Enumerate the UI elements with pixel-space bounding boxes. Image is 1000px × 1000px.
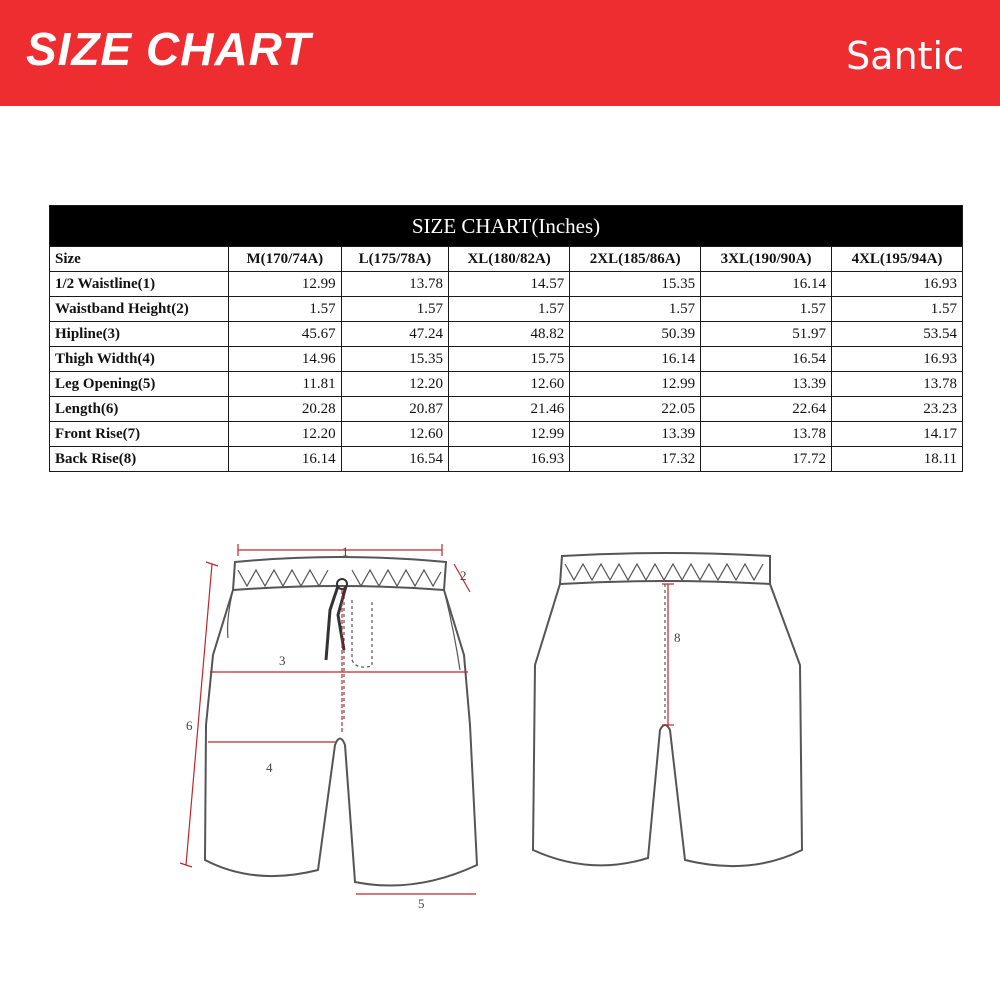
measurement-label: Back Rise(8)	[50, 447, 229, 472]
measurement-value: 13.78	[341, 272, 448, 297]
measurement-value: 12.99	[229, 272, 342, 297]
measurement-value: 12.60	[341, 422, 448, 447]
table-row	[50, 347, 963, 372]
measure-label-6: 6	[186, 718, 193, 733]
table-row	[50, 297, 963, 322]
measurement-value: 13.78	[832, 372, 963, 397]
measurement-value: 12.99	[449, 422, 570, 447]
table-caption-row	[50, 206, 963, 247]
measurement-value: 11.81	[229, 372, 342, 397]
size-column-header: M(170/74A)	[229, 247, 342, 272]
measurement-value: 18.11	[832, 447, 963, 472]
table-row	[50, 422, 963, 447]
measurement-value: 15.35	[341, 347, 448, 372]
measurement-label: Front Rise(7)	[50, 422, 229, 447]
measurement-value: 16.54	[701, 347, 832, 372]
size-header-label: Size	[50, 247, 229, 272]
brand-logo-text: Santic	[846, 34, 964, 78]
measurement-value: 1.57	[701, 297, 832, 322]
measurement-value: 13.78	[701, 422, 832, 447]
measurement-value: 47.24	[341, 322, 448, 347]
measurement-value: 16.14	[701, 272, 832, 297]
measurement-value: 15.75	[449, 347, 570, 372]
measurement-value: 15.35	[570, 272, 701, 297]
measurement-label: Hipline(3)	[50, 322, 229, 347]
back-measurements	[662, 584, 674, 725]
measurement-value: 1.57	[570, 297, 701, 322]
measurement-value: 16.14	[570, 347, 701, 372]
measurement-value: 20.28	[229, 397, 342, 422]
measurement-value: 50.39	[570, 322, 701, 347]
measure-label-1: 1	[342, 544, 349, 559]
measurement-label: Waistband Height(2)	[50, 297, 229, 322]
size-column-header: XL(180/82A)	[449, 247, 570, 272]
measurement-value: 12.20	[341, 372, 448, 397]
measurement-value: 13.39	[701, 372, 832, 397]
measurement-value: 48.82	[449, 322, 570, 347]
table-row	[50, 322, 963, 347]
table-row	[50, 397, 963, 422]
measurement-value: 14.96	[229, 347, 342, 372]
banner-title: SIZE CHART	[26, 23, 312, 75]
table-caption: SIZE CHART(Inches)	[50, 206, 963, 247]
measurement-value: 23.23	[832, 397, 963, 422]
measurement-value: 12.60	[449, 372, 570, 397]
drawstring	[326, 586, 346, 660]
measurement-value: 16.14	[229, 447, 342, 472]
measure-label-3: 3	[279, 653, 286, 668]
measurement-label: 1/2 Waistline(1)	[50, 272, 229, 297]
measure-label-5: 5	[418, 896, 425, 911]
measurement-value: 16.93	[449, 447, 570, 472]
table-row	[50, 447, 963, 472]
front-shorts-drawing	[205, 557, 477, 886]
front-measurements	[180, 544, 476, 894]
table-row	[50, 372, 963, 397]
measurement-value: 14.17	[832, 422, 963, 447]
measurement-label: Leg Opening(5)	[50, 372, 229, 397]
measurement-value: 1.57	[449, 297, 570, 322]
measurement-value: 12.99	[570, 372, 701, 397]
measurement-value: 14.57	[449, 272, 570, 297]
measurement-value: 1.57	[832, 297, 963, 322]
measurement-value: 53.54	[832, 322, 963, 347]
table-row	[50, 272, 963, 297]
size-chart-table	[49, 205, 963, 472]
size-column-header: L(175/78A)	[341, 247, 448, 272]
measurement-value: 20.87	[341, 397, 448, 422]
measurement-value: 13.39	[570, 422, 701, 447]
size-column-header: 3XL(190/90A)	[701, 247, 832, 272]
measurement-value: 21.46	[449, 397, 570, 422]
header-banner	[0, 0, 1000, 106]
measurement-value: 16.54	[341, 447, 448, 472]
size-column-header: 2XL(185/86A)	[570, 247, 701, 272]
measurement-value: 16.93	[832, 272, 963, 297]
measurement-value: 16.93	[832, 347, 963, 372]
measure-label-2: 2	[460, 568, 467, 583]
measurement-label: Length(6)	[50, 397, 229, 422]
measurement-value: 17.72	[701, 447, 832, 472]
table-header-row	[50, 247, 963, 272]
shorts-diagram	[0, 520, 1000, 920]
measurement-value: 22.05	[570, 397, 701, 422]
measure-label-8: 8	[674, 630, 681, 645]
measurement-label: Thigh Width(4)	[50, 347, 229, 372]
size-column-header: 4XL(195/94A)	[832, 247, 963, 272]
measurement-value: 1.57	[341, 297, 448, 322]
measure-label-4: 4	[266, 760, 273, 775]
measurement-value: 17.32	[570, 447, 701, 472]
table-body	[50, 247, 963, 472]
measurement-value: 22.64	[701, 397, 832, 422]
measurement-value: 1.57	[229, 297, 342, 322]
measurement-value: 12.20	[229, 422, 342, 447]
measurement-value: 45.67	[229, 322, 342, 347]
measurement-value: 51.97	[701, 322, 832, 347]
length-measure-line	[186, 564, 212, 865]
